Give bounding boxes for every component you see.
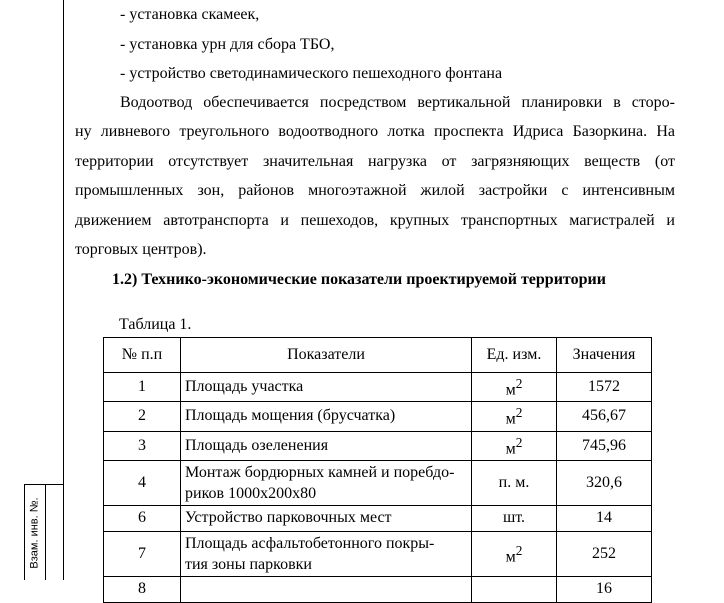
table-header-row — [104, 338, 652, 373]
indicator-line: Монтаж бордюрных камней и поребдо- — [185, 463, 455, 481]
unit-text: м — [505, 410, 516, 428]
side-stamp-label-cell — [25, 485, 45, 581]
bullet-item: - устройство светодинамического пешеходного фонтана — [120, 65, 503, 82]
header-unit: Ед. изм. — [472, 338, 557, 373]
indicator-line: Площадь асфальтобетонного покры- — [185, 534, 435, 552]
row-value: 1572 — [557, 373, 652, 402]
row-number: 2 — [104, 402, 181, 431]
row-unit: шт. — [472, 505, 557, 531]
table-row — [104, 402, 652, 431]
row-number: 1 — [104, 373, 181, 402]
row-value: 320,6 — [557, 460, 652, 505]
row-value: 16 — [557, 576, 652, 602]
unit-text: м — [505, 381, 516, 399]
side-stamp-divider — [45, 485, 46, 580]
row-indicator: Площадь озеленения — [181, 431, 472, 460]
paragraph-line: торговых центров). — [75, 241, 207, 258]
unit-superscript: 2 — [515, 405, 523, 421]
paragraph-line: территории отсутствует значительная нагрузка от загрязняющих веществ (от — [75, 153, 675, 170]
unit-superscript: 2 — [515, 434, 523, 450]
side-stamp-label: Взам. инв. №. — [29, 497, 41, 569]
row-number: 4 — [104, 460, 181, 505]
row-indicator — [181, 460, 472, 505]
header-number: № п.п — [104, 338, 181, 373]
row-value: 745,96 — [557, 431, 652, 460]
bullet-item: - установка урн для сбора ТБО, — [120, 36, 335, 53]
row-indicator — [181, 576, 472, 602]
unit-superscript: 2 — [515, 542, 523, 558]
table-row — [104, 373, 652, 402]
paragraph-line: Водоотвод обеспечивается посредством вертикальной планировки в сторо- — [120, 94, 675, 111]
header-value: Значения — [557, 338, 652, 373]
row-unit — [472, 402, 557, 431]
row-number: 3 — [104, 431, 181, 460]
indicators-table — [103, 337, 652, 603]
row-unit — [472, 576, 557, 602]
row-indicator — [181, 531, 472, 576]
row-value: 14 — [557, 505, 652, 531]
row-value: 252 — [557, 531, 652, 576]
table-row — [104, 505, 652, 531]
row-unit: п. м. — [472, 460, 557, 505]
table-row — [104, 431, 652, 460]
side-stamp-box — [24, 484, 64, 580]
header-indicator: Показатели — [181, 338, 472, 373]
row-indicator: Площадь участка — [181, 373, 472, 402]
unit-text: м — [505, 439, 516, 457]
paragraph-line: промышленных зон, районов многоэтажной жилой застройки с интенсивным — [75, 182, 675, 199]
table-row — [104, 460, 652, 505]
paragraph-line: ну ливневого треугольного водоотводного лотка проспекта Идриса Базоркина. На — [75, 123, 675, 140]
indicator-line: тия зоны парковки — [185, 555, 312, 573]
paragraph-line: движением автотранспорта и пешеходов, крупных транспортных магистралей и — [75, 212, 675, 229]
row-indicator: Устройство парковочных мест — [181, 505, 472, 531]
section-heading: 1.2) Технико-экономические показатели проектируемой территории — [112, 271, 606, 288]
table-row — [104, 531, 652, 576]
row-unit — [472, 373, 557, 402]
bullet-item: - установка скамеек, — [120, 6, 260, 23]
unit-text: м — [505, 548, 516, 566]
unit-superscript: 2 — [515, 376, 523, 391]
row-number: 8 — [104, 576, 181, 602]
row-unit — [472, 531, 557, 576]
row-value: 456,67 — [557, 402, 652, 431]
row-number: 7 — [104, 531, 181, 576]
row-number: 6 — [104, 505, 181, 531]
table-row-partial — [104, 576, 652, 602]
table-caption: Таблица 1. — [119, 316, 192, 333]
indicator-line: риков 1000х200х80 — [185, 484, 317, 502]
row-indicator: Площадь мощения (брусчатка) — [181, 402, 472, 431]
row-unit — [472, 431, 557, 460]
